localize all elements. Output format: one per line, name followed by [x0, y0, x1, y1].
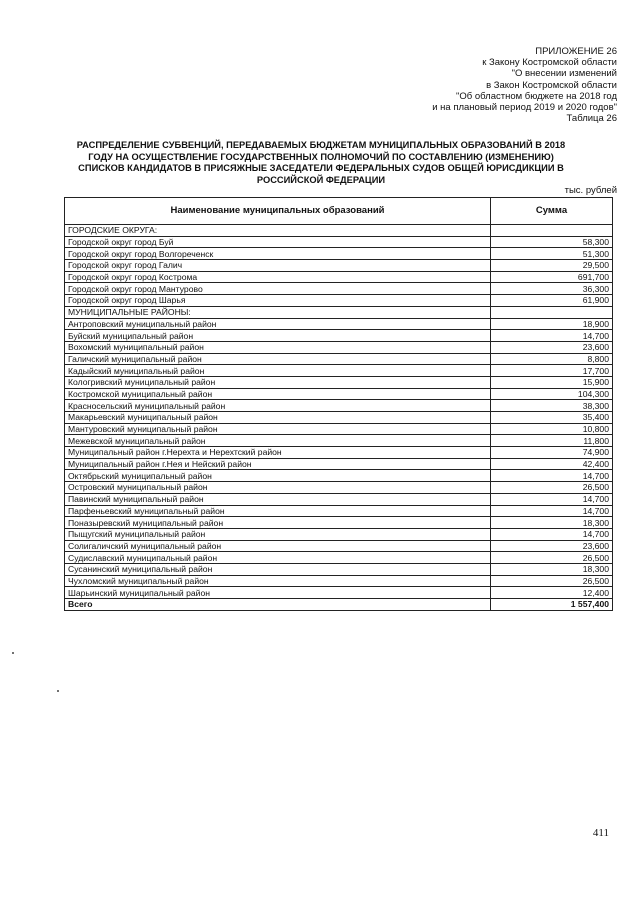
table-row	[65, 517, 613, 529]
appendix-line: "Об областном бюджете на 2018 год	[456, 90, 617, 102]
row-amount: 35,400	[491, 412, 613, 424]
row-name: Сусанинский муниципальный район	[65, 563, 491, 575]
row-name: Солигаличский муниципальный район	[65, 540, 491, 552]
row-name: Макарьевский муниципальный район	[65, 412, 491, 424]
row-name: Пыщугский муниципальный район	[65, 528, 491, 540]
row-name: Кологривский муниципальный район	[65, 376, 491, 388]
row-name: Вохомский муниципальный район	[65, 341, 491, 353]
row-amount: 11,800	[491, 435, 613, 447]
table-row	[65, 376, 613, 388]
table-row	[65, 423, 613, 435]
table-row	[65, 271, 613, 283]
row-amount: 14,700	[491, 493, 613, 505]
table-row	[65, 260, 613, 272]
row-amount: 23,600	[491, 540, 613, 552]
scan-speck	[57, 690, 59, 692]
row-name: Муниципальный район г.Нерехта и Нерехтский район	[65, 447, 491, 459]
units-label: тыс. рублей	[564, 185, 617, 196]
subsidy-table	[64, 197, 613, 611]
page-number: 411	[592, 827, 609, 839]
row-amount: 42,400	[491, 458, 613, 470]
table-row	[65, 225, 613, 237]
row-name: Городской округ город Мантурово	[65, 283, 491, 295]
table-row	[65, 295, 613, 307]
row-amount: 14,700	[491, 470, 613, 482]
table-row	[65, 400, 613, 412]
row-name: Чухломский муниципальный район	[65, 575, 491, 587]
row-amount	[491, 306, 613, 318]
row-amount: 17,700	[491, 365, 613, 377]
table-row	[65, 528, 613, 540]
row-amount: 36,300	[491, 283, 613, 295]
table-row	[65, 587, 613, 599]
appendix-line: Таблица 26	[566, 113, 617, 125]
row-amount: 26,500	[491, 482, 613, 494]
document-title: РАСПРЕДЕЛЕНИЕ СУБВЕНЦИЙ, ПЕРЕДАВАЕМЫХ БЮДЖЕТАМ МУНИЦИПАЛЬНЫХ ОБРАЗОВАНИЙ В 2018 ГОДУ НА ОСУЩЕСТВЛЕНИЕ ГОСУДАРСТВЕННЫХ ПОЛНОМОЧИЙ ПО СОСТАВЛЕНИЮ (ИЗМЕНЕНИЮ) СПИСКОВ КАНДИДАТОВ В ПРИСЯЖНЫЕ ЗАСЕДАТЕЛИ ФЕДЕРАЛЬНЫХ СУДОВ ОБЩЕЙ ЮРИСДИКЦИИ В РОССИЙСКОЙ ФЕДЕРАЦИИ	[76, 140, 566, 185]
table-body	[65, 225, 613, 611]
row-amount: 15,900	[491, 376, 613, 388]
table-row	[65, 341, 613, 353]
row-name: Городской округ город Шарья	[65, 295, 491, 307]
row-name: МУНИЦИПАЛЬНЫЕ РАЙОНЫ:	[65, 306, 491, 318]
row-name: Красносельский муниципальный район	[65, 400, 491, 412]
row-name: Буйский муниципальный район	[65, 330, 491, 342]
row-amount: 26,500	[491, 575, 613, 587]
row-name: Павинский муниципальный район	[65, 493, 491, 505]
row-amount: 10,800	[491, 423, 613, 435]
row-name: Судиславский муниципальный район	[65, 552, 491, 564]
table-row	[65, 412, 613, 424]
table-row	[65, 563, 613, 575]
table-row	[65, 447, 613, 459]
appendix-header	[317, 46, 617, 124]
row-amount: 61,900	[491, 295, 613, 307]
total-label: Всего	[65, 599, 491, 611]
row-name: Октябрьский муниципальный район	[65, 470, 491, 482]
header-amount: Сумма	[491, 198, 613, 225]
row-name: Городской округ город Галич	[65, 260, 491, 272]
row-name: Городской округ город Буй	[65, 236, 491, 248]
row-name: Городской округ город Волгореченск	[65, 248, 491, 260]
row-name: Городской округ город Кострома	[65, 271, 491, 283]
row-amount: 691,700	[491, 271, 613, 283]
row-amount: 23,600	[491, 341, 613, 353]
row-name: Антроповский муниципальный район	[65, 318, 491, 330]
row-amount: 104,300	[491, 388, 613, 400]
row-amount: 12,400	[491, 587, 613, 599]
row-amount: 26,500	[491, 552, 613, 564]
table-row	[65, 365, 613, 377]
row-name: Муниципальный район г.Нея и Нейский район	[65, 458, 491, 470]
row-name: Поназыревский муниципальный район	[65, 517, 491, 529]
row-name: Парфеньевский муниципальный район	[65, 505, 491, 517]
table-total-row	[65, 599, 613, 611]
table-row	[65, 330, 613, 342]
appendix-line: к Закону Костромской области	[482, 57, 617, 69]
scan-speck	[12, 652, 14, 654]
table-row	[65, 470, 613, 482]
row-amount: 51,300	[491, 248, 613, 260]
table-row	[65, 458, 613, 470]
row-amount: 8,800	[491, 353, 613, 365]
row-name: Межевской муниципальный район	[65, 435, 491, 447]
row-amount: 14,700	[491, 330, 613, 342]
table-row	[65, 283, 613, 295]
row-amount: 18,300	[491, 517, 613, 529]
table-row	[65, 493, 613, 505]
table-row	[65, 318, 613, 330]
row-name: Костромской муниципальный район	[65, 388, 491, 400]
table-row	[65, 236, 613, 248]
total-amount: 1 557,400	[491, 599, 613, 611]
row-name: Мантуровский муниципальный район	[65, 423, 491, 435]
row-name: Галичский муниципальный район	[65, 353, 491, 365]
header-name: Наименование муниципальных образований	[65, 198, 491, 225]
row-amount: 29,500	[491, 260, 613, 272]
table-row	[65, 388, 613, 400]
row-amount: 14,700	[491, 528, 613, 540]
appendix-line: ПРИЛОЖЕНИЕ 26	[535, 46, 617, 57]
appendix-line: и на плановый период 2019 и 2020 годов"	[432, 102, 617, 114]
table-row	[65, 552, 613, 564]
row-name: Островский муниципальный район	[65, 482, 491, 494]
appendix-line: "О внесении изменений	[511, 68, 617, 80]
table-row	[65, 353, 613, 365]
row-amount: 38,300	[491, 400, 613, 412]
table-row	[65, 306, 613, 318]
row-amount: 14,700	[491, 505, 613, 517]
row-amount: 18,900	[491, 318, 613, 330]
table-row	[65, 575, 613, 587]
row-amount	[491, 225, 613, 237]
table-row	[65, 248, 613, 260]
row-amount: 18,300	[491, 563, 613, 575]
appendix-line: в Закон Костромской области	[486, 79, 617, 91]
table-row	[65, 505, 613, 517]
table-row	[65, 482, 613, 494]
table-row	[65, 540, 613, 552]
row-name: Кадыйский муниципальный район	[65, 365, 491, 377]
row-amount: 58,300	[491, 236, 613, 248]
row-name: ГОРОДСКИЕ ОКРУГА:	[65, 225, 491, 237]
table-row	[65, 435, 613, 447]
row-amount: 74,900	[491, 447, 613, 459]
row-name: Шарьинский муниципальный район	[65, 587, 491, 599]
table-header-row	[65, 198, 613, 225]
